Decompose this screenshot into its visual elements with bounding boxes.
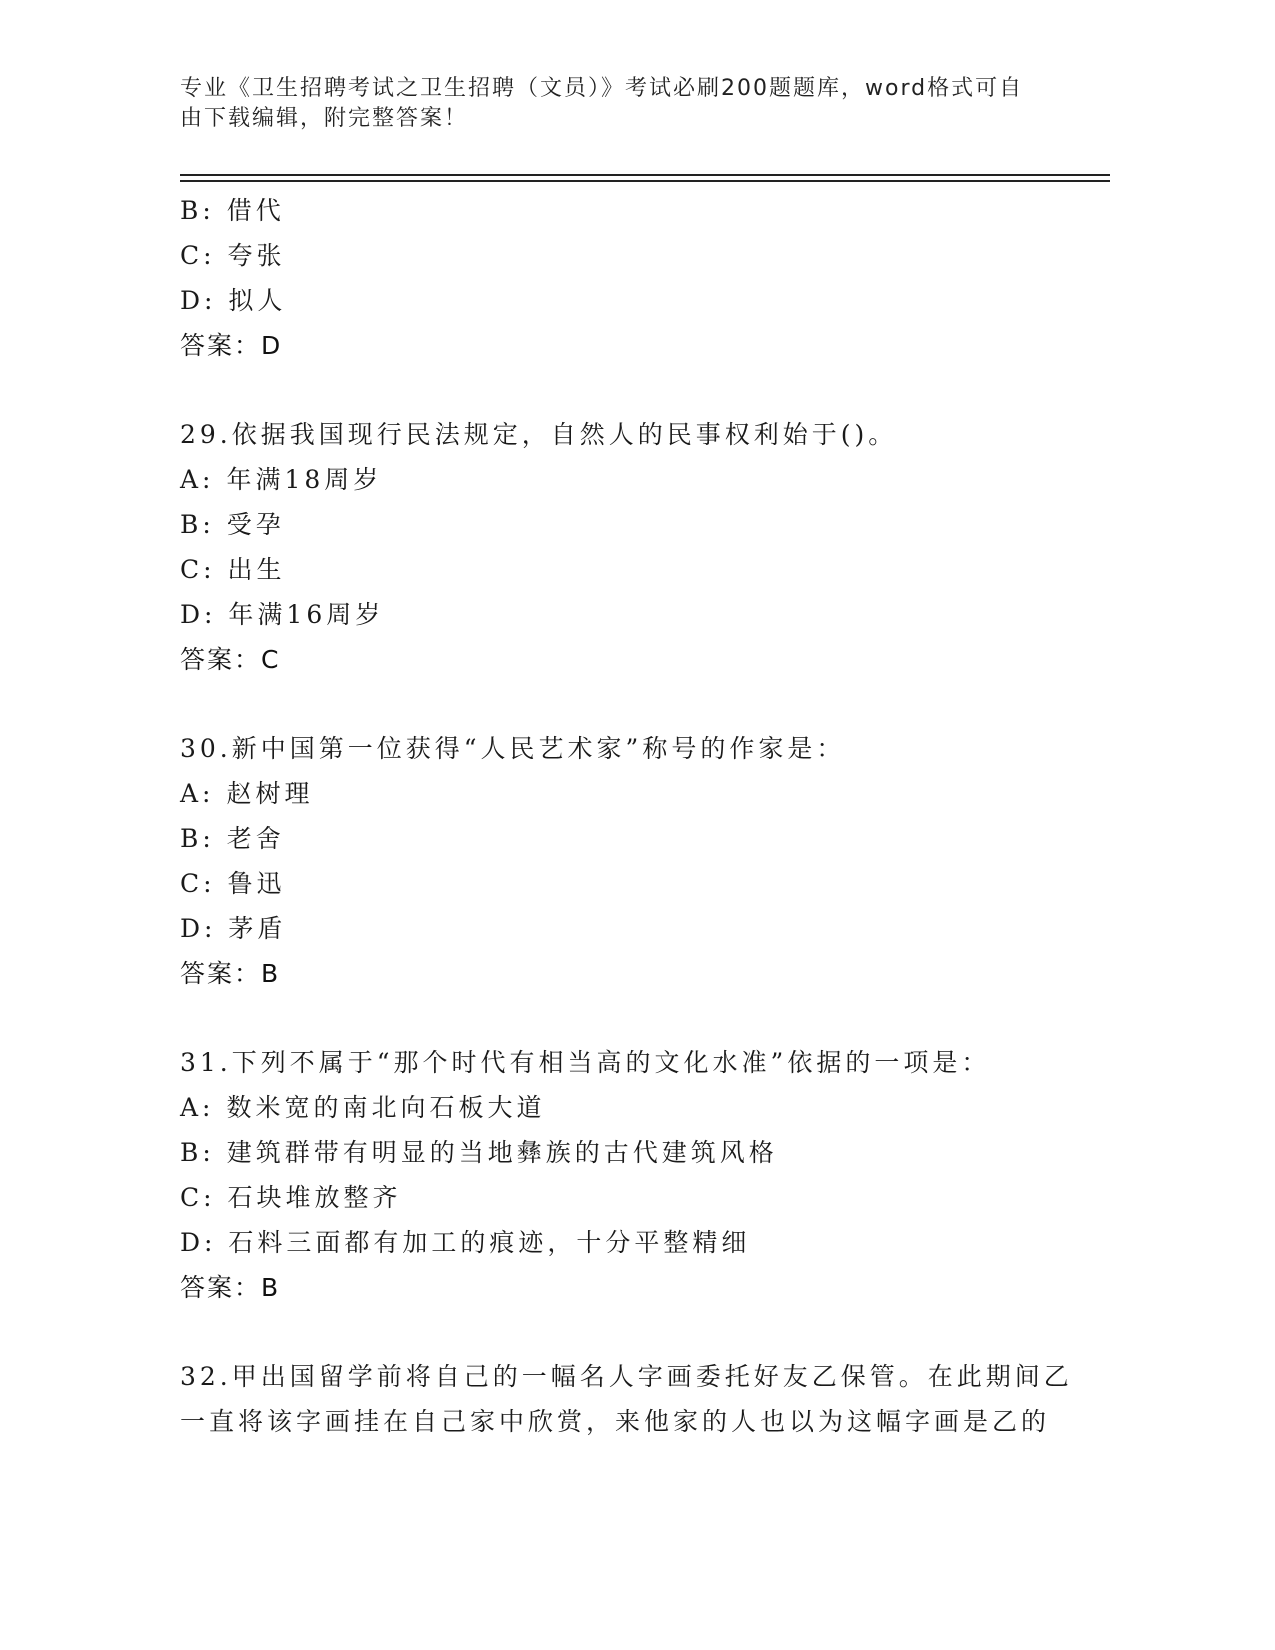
option-c: C: 夸张 — [180, 241, 286, 270]
question-text: 29.依据我国现行民法规定，自然人的民事权利始于()。 — [180, 420, 898, 449]
question-text: 30.新中国第一位获得“人民艺术家”称号的作家是： — [180, 734, 846, 763]
header-divider-top — [180, 174, 1110, 176]
header-line-1: 专业《卫生招聘考试之卫生招聘（文员）》考试必刷200题题库，word格式可自 — [180, 76, 1024, 101]
option-b: B: 老舍 — [180, 824, 285, 853]
answer-line: 答案：B — [180, 959, 281, 988]
question-30 — [180, 726, 1080, 996]
option-c: C: 鲁迅 — [180, 869, 286, 898]
answer-line: 答案：B — [180, 1273, 281, 1302]
option-c: C: 出生 — [180, 555, 286, 584]
option-d: D: 拟人 — [180, 286, 287, 315]
option-d: D: 石料三面都有加工的痕迹，十分平整精细 — [180, 1228, 751, 1257]
answer-line: 答案：C — [180, 645, 281, 674]
question-text: 31.下列不属于“那个时代有相当高的文化水准”依据的一项是： — [180, 1048, 991, 1077]
question-text-line-2: 一直将该字画挂在自己家中欣赏，来他家的人也以为这幅字画是乙的 — [180, 1407, 1051, 1436]
question-32 — [180, 1354, 1080, 1444]
option-b: B: 借代 — [180, 196, 285, 225]
question-31 — [180, 1040, 1080, 1310]
question-text-line-1: 32.甲出国留学前将自己的一幅名人字画委托好友乙保管。在此期间乙 — [180, 1362, 1073, 1391]
option-a: A: 年满18周岁 — [180, 465, 383, 494]
option-d: D: 年满16周岁 — [180, 600, 385, 629]
answer-line: 答案：D — [180, 331, 283, 360]
question-29 — [180, 412, 1080, 682]
question-list — [180, 188, 1080, 1444]
header-line-2: 由下载编辑，附完整答案！ — [180, 106, 469, 131]
option-d: D: 茅盾 — [180, 914, 287, 943]
question-28-tail — [180, 188, 1080, 368]
option-a: A: 数米宽的南北向石板大道 — [180, 1093, 546, 1122]
option-a: A: 赵树理 — [180, 779, 314, 808]
option-c: C: 石块堆放整齐 — [180, 1183, 402, 1212]
document-header — [180, 74, 1060, 134]
option-b: B: 受孕 — [180, 510, 285, 539]
header-divider-bottom — [180, 180, 1110, 182]
option-b: B: 建筑群带有明显的当地彝族的古代建筑风格 — [180, 1138, 778, 1167]
